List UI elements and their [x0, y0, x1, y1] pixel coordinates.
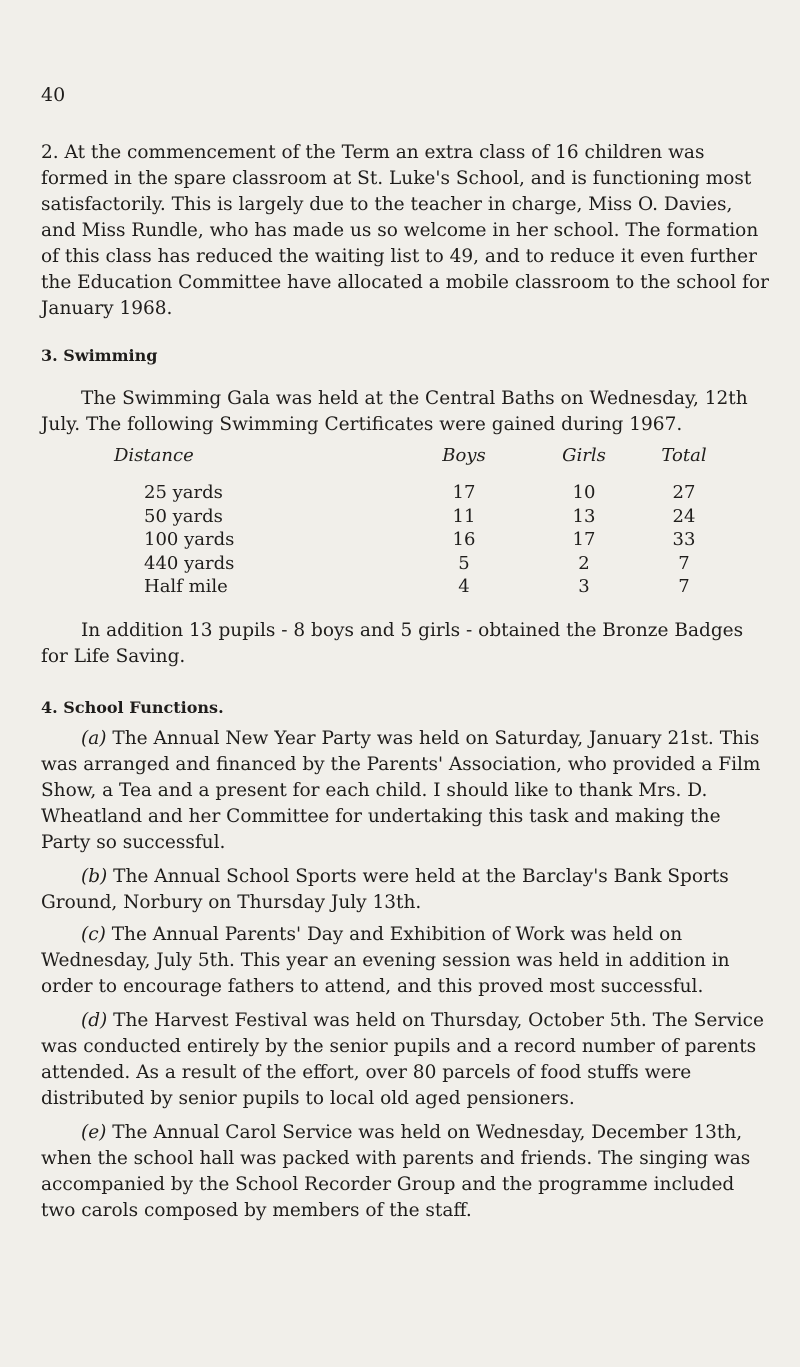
cell-girls: 13 [572, 505, 596, 527]
item-label: (c) [81, 924, 106, 945]
item-label: (e) [81, 1122, 107, 1143]
cell-total: 7 [678, 576, 690, 598]
item-label: (d) [81, 1010, 108, 1031]
table-row [114, 481, 724, 505]
bronze-badges-paragraph: In addition 13 pupils - 8 boys and 5 girls - obtained the Bronze Badges for Life Saving. [41, 620, 744, 667]
cell-boys: 4 [458, 576, 470, 598]
cell-boys: 17 [452, 482, 476, 504]
cell-girls: 10 [572, 482, 596, 504]
table-row [114, 528, 724, 552]
item-text: The Annual School Sports were held at the Barclay's Bank Sports Ground, Norbury on Thursday July 13th. [41, 866, 729, 913]
header-girls: Girls [562, 445, 606, 466]
page-number: 40 [41, 84, 66, 106]
cell-total: 7 [678, 552, 690, 574]
cell-boys: 5 [458, 552, 470, 574]
cell-distance: 440 yards [144, 552, 235, 574]
paragraph-2: 2. At the commencement of the Term an extra class of 16 children was formed in the spare classroom at St. Luke's School, and is functioning most satisfactorily. This is largely due to the teacher in charge, Miss O. Davies, and Miss Rundle, who has made us so welcome in her school. The formation of this class has reduced the waiting list to 49, and to reduce it even further the Education Committee have allocated a mobile classroom to the school for January 1968. [41, 142, 770, 319]
item-text: The Annual Parents' Day and Exhibition of Work was held on Wednesday, July 5th. This year an evening session was held in addition in order to encourage fathers to attend, and this proved most successful. [41, 924, 730, 997]
item-text: The Harvest Festival was held on Thursday, October 5th. The Service was conducted entirely by the senior pupils and a record number of parents attended. As a result of the effort, over 80 parcels of food stuffs were distributed by senior pupils to local old aged pensioners. [41, 1010, 764, 1109]
table-row [114, 575, 724, 599]
cell-total: 24 [672, 505, 696, 527]
swimming-certificates-table [114, 445, 724, 599]
cell-total: 27 [672, 482, 696, 504]
section-3-heading: 3. Swimming [41, 346, 158, 365]
swimming-intro: The Swimming Gala was held at the Central Baths on Wednesday, 12th July. The following Swimming Certificates were gained during 1967. [41, 388, 748, 435]
item-text: The Annual New Year Party was held on Saturday, January 21st. This was arranged and financed by the Parents' Association, who provided a Film Show, a Tea and a present for each child. I should like to thank Mrs. D. Wheatland and her Committee for undertaking this task and making the Party so successful. [41, 728, 761, 853]
cell-distance: Half mile [144, 576, 228, 598]
function-item-c [41, 922, 771, 1000]
header-boys: Boys [442, 445, 486, 466]
item-text: The Annual Carol Service was held on Wednesday, December 13th, when the school hall was packed with parents and friends. The singing was accompanied by the School Recorder Group and the programme included two carols composed by members of the staff. [41, 1122, 751, 1221]
cell-girls: 3 [578, 576, 590, 598]
table-row [114, 505, 724, 529]
section-4-heading: 4. School Functions. [41, 698, 224, 717]
table-header-row [114, 445, 724, 481]
item-label: (b) [81, 866, 108, 887]
header-total: Total [661, 445, 707, 466]
cell-boys: 11 [452, 505, 476, 527]
cell-distance: 50 yards [144, 505, 223, 527]
cell-boys: 16 [452, 529, 476, 551]
function-item-b [41, 864, 771, 916]
cell-distance: 100 yards [144, 529, 235, 551]
cell-girls: 17 [572, 529, 596, 551]
header-distance: Distance [114, 445, 194, 466]
cell-total: 33 [672, 529, 696, 551]
function-item-a [41, 726, 771, 856]
table-row [114, 552, 724, 576]
cell-girls: 2 [578, 552, 590, 574]
cell-distance: 25 yards [144, 482, 223, 504]
function-item-e [41, 1120, 771, 1224]
item-label: (a) [81, 728, 107, 749]
function-item-d [41, 1008, 771, 1112]
